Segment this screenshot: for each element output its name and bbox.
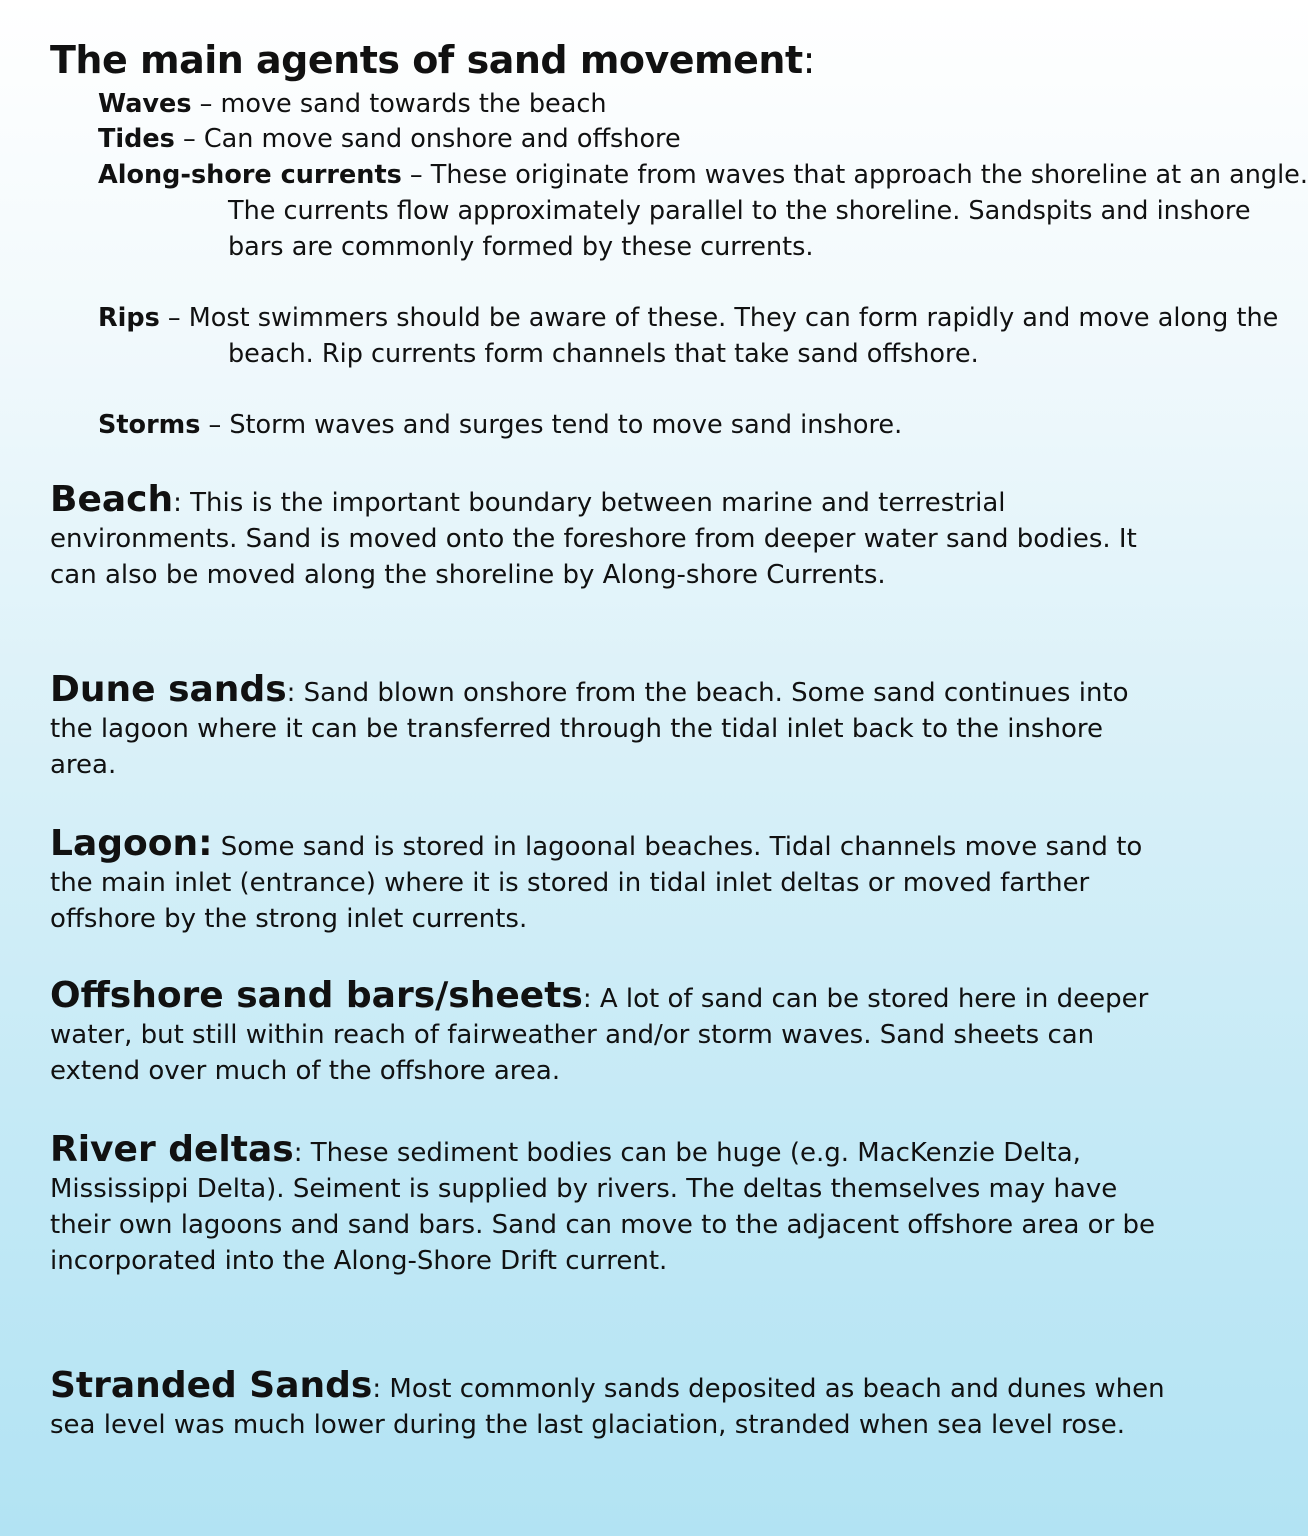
agent-item-tides — [98, 121, 1308, 157]
section-offshore-sand-bars — [50, 975, 1165, 1089]
agent-term: Rips — [98, 303, 160, 333]
agent-separator: – — [191, 89, 221, 119]
section-body: A lot of sand can be stored here in deeper water, but still within reach of fairweather and/or storm waves. Sand sheets can extend over much of the offshore area. — [50, 984, 1149, 1086]
agents-title-colon: : — [802, 38, 815, 82]
agents-title — [50, 38, 815, 82]
section-heading: Dune sands — [50, 669, 287, 710]
agent-description: Can move sand onshore and offshore — [203, 124, 681, 154]
section-separator: : — [173, 488, 191, 518]
agent-item-storms — [98, 407, 1308, 443]
agents-title-text: The main agents of sand movement — [50, 38, 803, 82]
section-body: Most commonly sands deposited as beach and dunes when sea level was much lower during the last glaciation, stranded when sea level rose. — [50, 1374, 1165, 1440]
agent-item-waves — [98, 86, 1308, 122]
section-stranded-sands — [50, 1365, 1165, 1443]
section-body: These sediment bodies can be huge (e.g. MacKenzie Delta, Mississippi Delta). Seiment is supplied by rivers. The deltas themselves may have their own lagoons and sand bars. Sand can move to the adjacent offshore area or be incorporated into the Along-Shore Drift current. — [50, 1138, 1156, 1276]
agent-separator: – — [200, 410, 230, 440]
section-heading: Offshore sand bars/sheets — [50, 975, 583, 1016]
section-separator: : — [372, 1374, 390, 1404]
agent-term: Storms — [98, 410, 201, 440]
agent-item-rips — [98, 300, 1308, 372]
section-lagoon — [50, 823, 1165, 937]
agent-separator: – — [159, 303, 189, 333]
agent-term: Tides — [98, 124, 175, 154]
agent-separator: – — [401, 160, 431, 190]
agent-description: Storm waves and surges tend to move sand inshore. — [229, 410, 903, 440]
section-dune-sands — [50, 669, 1165, 783]
section-heading: Stranded Sands — [50, 1365, 373, 1406]
section-heading: River deltas — [50, 1129, 294, 1170]
section-river-deltas — [50, 1129, 1165, 1279]
section-body: This is the important boundary between marine and terrestrial environments. Sand is moved onto the foreshore from deeper water sand bodies. It can also be moved along the shoreline by Along-shore Currents. — [50, 488, 1137, 590]
agent-description: Most swimmers should be aware of these. They can form rapidly and move along the beach. Rip currents form channels that take sand offshore. — [188, 303, 1279, 369]
section-separator — [213, 832, 221, 862]
agent-description: move sand towards the beach — [220, 89, 607, 119]
section-separator: : — [286, 678, 304, 708]
agent-term: Waves — [98, 89, 192, 119]
section-body: Sand blown onshore from the beach. Some sand continues into the lagoon where it can be transferred through the tidal inlet back to the inshore area. — [50, 678, 1129, 780]
section-separator: : — [293, 1138, 311, 1168]
section-beach — [50, 479, 1165, 593]
agent-separator: – — [174, 124, 204, 154]
section-heading: Lagoon: — [50, 823, 213, 864]
section-body: Some sand is stored in lagoonal beaches. Tidal channels move sand to the main inlet (entrance) where it is stored in tidal inlet deltas or moved farther offshore by the strong inlet currents. — [50, 832, 1143, 934]
agent-term: Along-shore currents — [98, 160, 402, 190]
section-separator: : — [582, 984, 600, 1014]
agent-description: These originate from waves that approach the shoreline at an angle. The currents flow approximately parallel to the shoreline. Sandspits and inshore bars are commonly formed by these currents. — [228, 160, 1308, 262]
agent-item-along-shore-currents — [98, 157, 1308, 265]
section-heading: Beach — [50, 479, 174, 520]
